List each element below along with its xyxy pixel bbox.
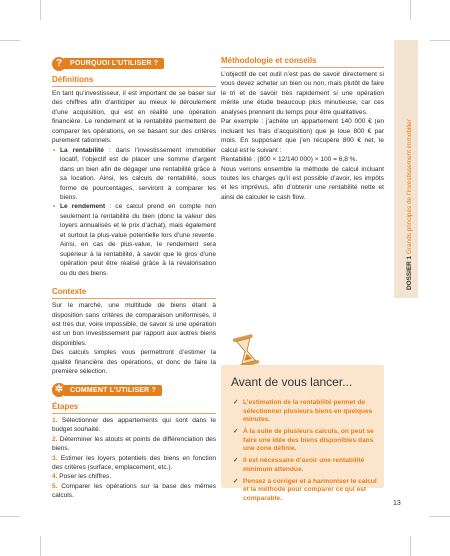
step-item: 4. Poser les chiffres. xyxy=(52,473,112,481)
paragraph-intro: En tant qu’investisseur, il est important de se baser sur des chiffres afin d’anticiper au mieux le déroulement d’une acquisition, qui est en réalité une opération financière. Le rendement et la rentabilité permettent de comparer les opérations, en se basant sur des critères purement rationnels. xyxy=(52,90,216,145)
paragraph-contexte: Sur le marché, une multitude de biens étant à disposition sans critères de comparaison uniformisés, il est très dur, voire impossible, de savoir si une opération est un bon investissement par rapport aux autres biens disponibles. xyxy=(52,302,216,347)
page-number: 13 xyxy=(393,500,401,507)
step-item: 2. Déterminer les atouts et points de différenciation des biens. xyxy=(52,435,216,453)
checkmark-icon: ✓ xyxy=(233,399,239,406)
crop-mark xyxy=(0,40,20,41)
crop-mark xyxy=(430,40,450,41)
steps-list xyxy=(52,416,216,501)
tips-box xyxy=(221,365,384,502)
paragraph-formula: Rentabilité : (800 × 12/140 000) × 100 = 6,8 %. xyxy=(221,156,358,164)
heading-methodologie: Méthodologie et conseils xyxy=(221,56,317,65)
heading-rule xyxy=(52,86,216,87)
crop-mark xyxy=(40,0,41,20)
heading-contexte: Contexte xyxy=(52,287,87,297)
paragraph-contexte-2: Des calculs simples vous permettront d’estimer la qualité financière des opérations, et donc de faire la première sélection. xyxy=(52,349,216,376)
list-item: ✓ Pensez à corriger et à harmoniser le calcul et la méthode pour comparer ce qui est comparable. xyxy=(233,477,377,502)
heading-rule xyxy=(221,67,384,68)
section-title-comment: COMMENT L’UTILISER ? xyxy=(64,385,162,396)
definition-text: : ce calcul prend en compte non seulement la rentabilité du bien (donc la valeur des loyers annualisés et le prix d’achat), mais également et surtout la plus-value potentielle lors d’une revente. Ainsi, en cas de plus-value, le rendement sera supérieur à la rentabilité, à savoir que le gros d’une opération peut être réalisé grâce à la revalorisation ou du des biens. xyxy=(60,203,216,277)
paragraph-methodologie-4: Nous verrons ensemble la méthode de calcul incluant toutes les charges qu’il est possible d’avoir, les impôts et les imprévus, afin d’obtenir une rentabilité nette et ainsi de calculer le cash flow. xyxy=(221,165,384,201)
heading-rule xyxy=(52,298,216,299)
list-item xyxy=(60,146,216,203)
paragraph-methodologie-1: L’objectif de cet outil n’est pas de savoir directement si vous devez acheter un bien ou non, mais plutôt de faire le tri et de savoir très rapidement si une opération mérite une étude beaucoup plus minutieuse, car ces analyses prennent du temps pour être qualitatives. xyxy=(221,71,384,116)
crop-mark xyxy=(410,0,411,20)
list-item xyxy=(60,202,216,278)
tips-box-title: Avant de vous lancer... xyxy=(231,375,353,389)
term-rentabilite: La rentabilité xyxy=(60,146,104,154)
heading-rule xyxy=(52,413,216,414)
crop-mark xyxy=(410,536,411,556)
checkmark-icon: ✓ xyxy=(233,428,239,435)
heading-definitions: Définitions xyxy=(52,75,94,84)
checkmark-icon: ✓ xyxy=(233,457,239,464)
crop-mark xyxy=(0,516,20,517)
list-item: ✓ L’estimation de la rentabilité permet de sélectionner plusieurs biens en quelques minutes. xyxy=(233,399,373,423)
dossier-subtitle: Grands principes de l’investissement immobilier xyxy=(406,119,413,255)
term-rendement: Le rendement xyxy=(60,203,106,211)
list-item: ✓ Il est nécessaire d’avoir une rentabilité minimum attendue. xyxy=(233,457,365,473)
crop-mark xyxy=(430,516,450,517)
definition-text: : dans l’investissement immobilier locatif, l’objectif est de placer une somme d’argent dans un bien afin de dégager une rentabilité grâce à sa location. Ainsi, les calculs de rentabilité, sous forme de pourcentages, serviront à comparer les biens. xyxy=(60,146,216,201)
paragraph-methodologie-2: Par exemple : j’achète un appartement 140 000 € (en incluant les frais d’acquisition) que je loue 800 € par mois. En supposant que j’en récupère 800 € net, le calcul est le suivant : xyxy=(221,118,384,154)
step-item: 3. Estimer les loyers potentiels des biens en fonction des critères (surface, emplacement, etc.). xyxy=(52,454,216,471)
checkmark-icon: ✓ xyxy=(233,477,239,485)
left-column xyxy=(52,56,216,501)
side-tab-label xyxy=(406,119,414,290)
dossier-label: DOSSIER 1 xyxy=(406,255,413,290)
section-header-pourquoi xyxy=(52,56,216,71)
tips-list xyxy=(233,399,379,507)
list-item: ✓ À la suite de plusieurs calculs, on peut se faire une idée des biens disponibles dans une zone définie. xyxy=(233,428,374,452)
step-item: 5. Comparer les opérations sur la base des mêmes calculs. xyxy=(52,482,216,500)
gear-icon: ✲ xyxy=(52,383,66,397)
question-mark-icon: ? xyxy=(52,57,66,71)
step-item: 1. Sélectionner des appartements qui sont dans le budget souhaité. xyxy=(52,416,216,434)
section-header-comment xyxy=(52,383,216,398)
definitions-list xyxy=(52,146,216,278)
crop-mark xyxy=(40,536,41,556)
hourglass-icon xyxy=(231,334,261,368)
section-title-pourquoi: POURQUOI L’UTILISER ? xyxy=(64,58,164,69)
heading-etapes: Étapes xyxy=(52,401,79,411)
right-column xyxy=(221,56,384,202)
